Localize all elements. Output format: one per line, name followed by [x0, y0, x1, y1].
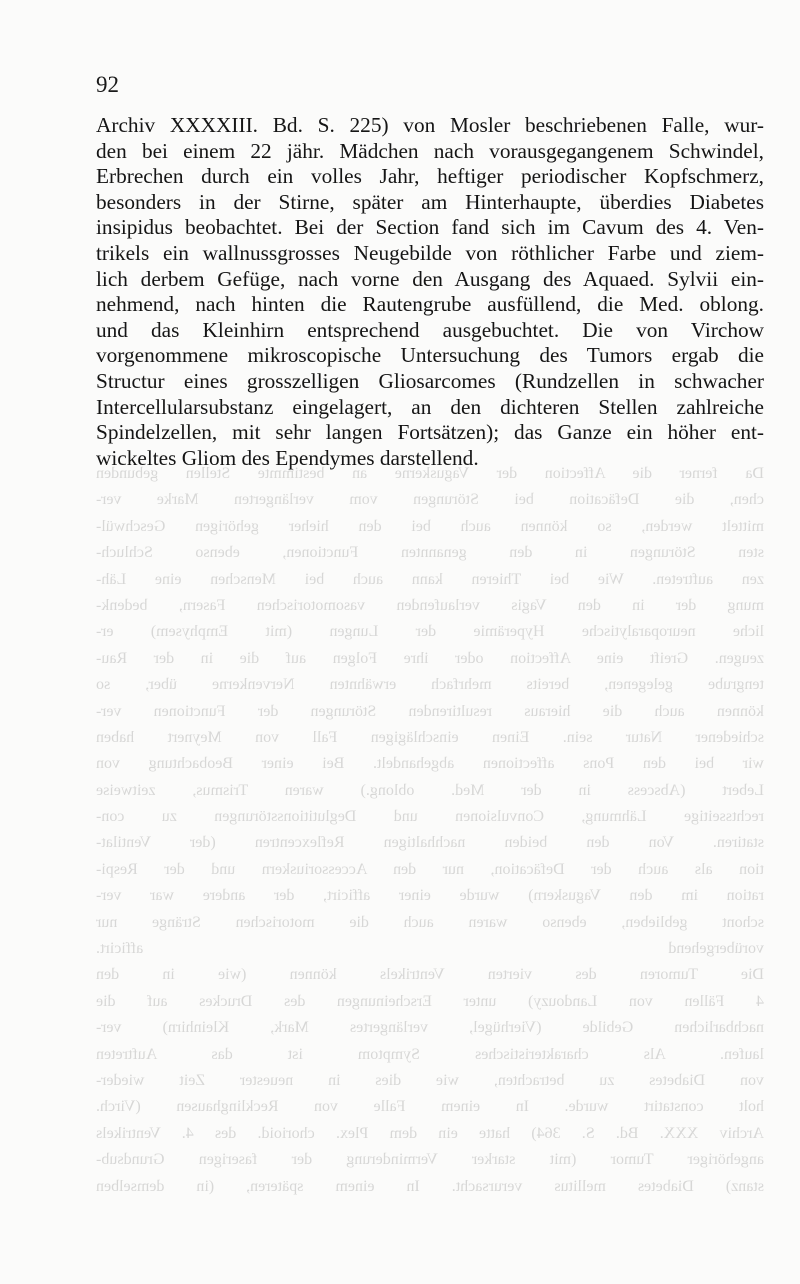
body-text: [96, 113, 764, 471]
show-through-line: stanz) Diabetes mellitus verursacht. In einem späteren, (in demselben: [96, 1177, 764, 1195]
show-through-line: rechtsseitige Lähmung, Convulsionen und Deglutitionsstörungen zu con-: [96, 808, 764, 826]
show-through-line: zeugen. Greift eine Affection oder ihre Folgen auf die in der Rau-: [96, 649, 764, 667]
page-number: 92: [96, 72, 119, 97]
show-through-line: laufen. Als charakteristisches Symptom ist das Auftreten: [96, 1045, 764, 1063]
show-through-line: vorübergehend afficirt.: [96, 940, 764, 958]
show-through-line: mittelt werden, so können auch bei den hieher gehörigen Geschwül-: [96, 517, 764, 535]
text-line: und das Kleinhirn entsprechend ausgebuchtet. Die von Virchow: [96, 317, 764, 342]
show-through-line: wir bei den Pons affectionen abgehandelt. Bei einer Beobachtung von: [96, 755, 764, 773]
text-line: Spindelzellen, mit sehr langen Fortsätzen); das Ganze ein höher ent-: [96, 420, 764, 445]
show-through-line: angehöriger Tumor (mit starker Verminderung der faserigen Grundsub-: [96, 1151, 764, 1169]
text-line: trikels ein wallnussgrosses Neugebilde von röthlicher Farbe und ziem-: [96, 240, 764, 265]
text-line: Erbrechen durch ein volles Jahr, heftiger periodischer Kopfschmerz,: [96, 164, 764, 189]
show-through-line: Da ferner die Affection der Vaguskerne an bestimmte Stellen gebunden: [96, 465, 764, 482]
show-through-line: sten Störungen in den genannten Functionen, ebenso Schluch-: [96, 544, 764, 562]
show-through-text: [96, 461, 764, 1200]
text-line: den bei einem 22 jähr. Mädchen nach vorausgegangenem Schwindel,: [96, 138, 764, 163]
text-line: Archiv XXXXIII. Bd. S. 225) von Mosler beschriebenen Falle, wur-: [96, 113, 764, 137]
show-through-line: schont geblieben, ebenso waren auch die motorischen Stränge nur: [96, 913, 764, 931]
show-through-line: von Diabetes zu betrachten, wie dies in neuester Zeit wieder-: [96, 1071, 764, 1089]
show-through-line: können auch die hieraus resultirenden Störungen der Functionen ver-: [96, 702, 764, 720]
show-through-line: 4 Fällen von Landouzy) unter Erscheinungen des Druckes auf die: [96, 992, 764, 1010]
text-line: insipidus beobachtet. Bei der Section fand sich im Cavum des 4. Ven-: [96, 215, 764, 240]
show-through-line: Lebert (Abscess in der Med. oblong.) waren Trismus, zeitweise: [96, 781, 764, 799]
text-line: besonders in der Stirne, später am Hinterhaupte, überdies Diabetes: [96, 189, 764, 214]
show-through-line: holt constatirt wurde. In einem Falle von Recklinghausen (Virch.: [96, 1098, 764, 1116]
show-through-line: Die Tumoren des vierten Ventrikels können (wie in den: [96, 966, 764, 984]
show-through-line: schiedener Natur sein. Einen einschlägigen Fall von Meynert haben: [96, 728, 764, 746]
text-line: lich derbem Gefüge, nach vorne den Ausgang des Aquaed. Sylvii ein-: [96, 266, 764, 291]
show-through-line: statiren. Von den beiden nachhaltigen Reflexcentren (der Ventilat-: [96, 834, 764, 852]
text-line: wickeltes Gliom des Ependymes darstellend.: [96, 445, 479, 470]
show-through-line: mung der in den Vagis verlaufenden vasomotorischen Fasern, bedenk-: [96, 596, 764, 614]
show-through-line: chen, die Defäcation bei Störungen vom verlängerten Marke ver-: [96, 491, 764, 509]
text-line: nehmend, nach hinten die Rautengrube ausfüllend, die Med. oblong.: [96, 292, 764, 317]
show-through-line: zen auftreten. Wie bei Thieren kann auch bei Menschen eine Läh-: [96, 570, 764, 588]
text-line: Structur eines grosszelligen Gliosarcomes (Rundzellen in schwacher: [96, 368, 764, 393]
show-through-line: ration im den Vaguskern) wurde einer afficirt, der andere war ver-: [96, 887, 764, 905]
show-through-line: nachbarlichen Gebilde (Vierhügel, verlängertes Mark, Kleinhirn) ver-: [96, 1019, 764, 1037]
show-through-line: liche neuroparalytische Hyperämie der Lungen (mit Emphysem) er-: [96, 623, 764, 641]
text-line: vorgenommene mikroscopische Untersuchung des Tumors ergab die: [96, 343, 764, 368]
show-through-line: Archiv XXX. Bd. S. 364) hatte ein dem Plex. chorioid. des 4. Ventrikels: [96, 1124, 764, 1142]
show-through-line: tengrube gelegenen, bereits mehrfach erwähnten Nervenkerne über, so: [96, 676, 764, 694]
show-through-line: tion als auch der Defäcation, nur den Accessoriuskern und der Respi-: [96, 860, 764, 878]
text-line: Intercellularsubstanz eingelagert, an den dichteren Stellen zahlreiche: [96, 394, 764, 419]
